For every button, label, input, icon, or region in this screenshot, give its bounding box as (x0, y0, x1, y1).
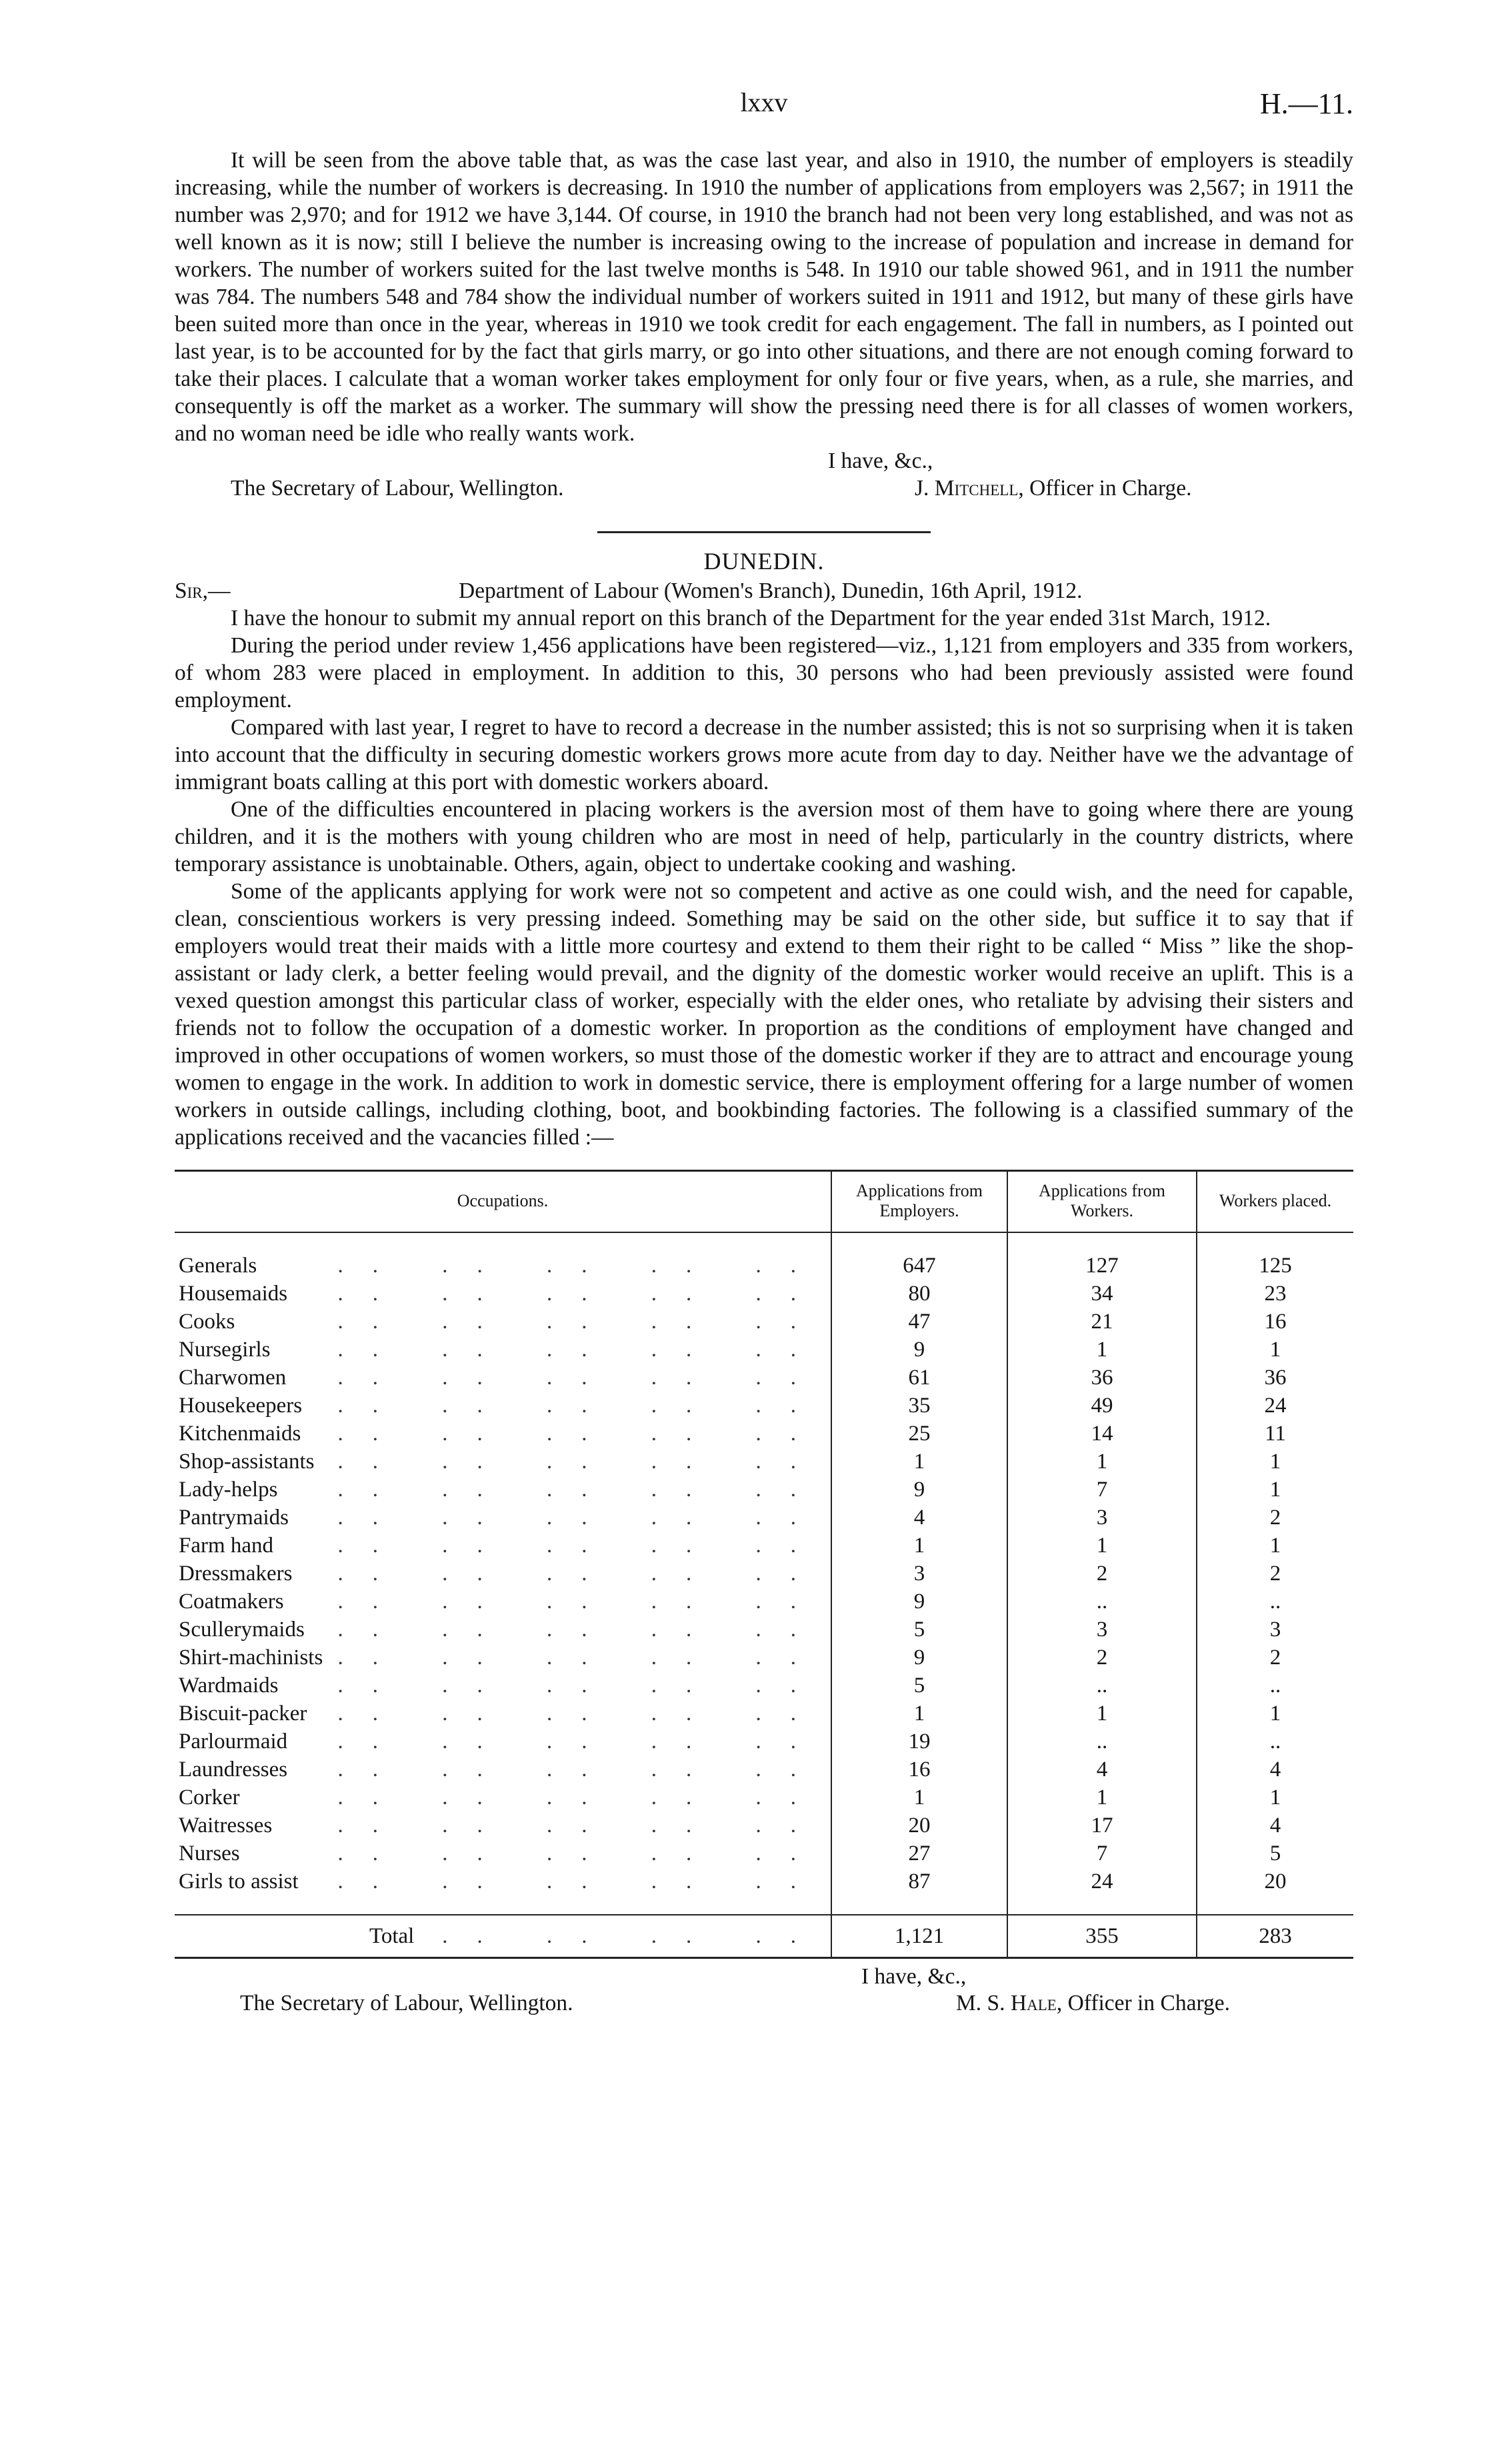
closing-signatory: M. S. Hale, (956, 1991, 1063, 2015)
table-row (175, 1252, 1353, 1280)
employers-cell: 3 (831, 1560, 1007, 1588)
employers-cell: 5 (831, 1672, 1007, 1700)
employers-cell: 1 (831, 1784, 1007, 1812)
dot-leader: .. .. .. .. .. (337, 1366, 825, 1390)
occupation-cell (175, 1420, 831, 1448)
workers-cell: .. (1007, 1588, 1197, 1616)
dot-leader: .. .. .. .. .. (337, 1562, 825, 1586)
dot-leader: .. .. .. .. .. (337, 1506, 825, 1530)
total-label: Total (369, 1924, 415, 1948)
workers-cell: 127 (1007, 1252, 1197, 1280)
occupation-cell (175, 1812, 831, 1840)
header-placed: Workers placed. (1197, 1171, 1353, 1233)
occupation-cell (175, 1532, 831, 1560)
dot-leader: .. .. .. .. .. (337, 1758, 825, 1782)
intro-closing-row (175, 447, 1353, 475)
table-row (175, 1840, 1353, 1867)
workers-cell: 34 (1007, 1280, 1197, 1308)
employers-cell: 9 (831, 1476, 1007, 1504)
occupation-cell (175, 1588, 831, 1616)
placed-cell: 1 (1269, 1702, 1281, 1726)
table-row (175, 1392, 1353, 1420)
employers-cell: 1 (831, 1700, 1007, 1728)
employers-cell: 80 (831, 1280, 1007, 1308)
dot-leader: .. .. .. .. (442, 1924, 825, 1948)
intro-signatory-title: Officer in Charge. (1029, 476, 1192, 501)
occupation-label: Charwomen (179, 1366, 287, 1390)
occupation-label: Housekeepers (179, 1394, 303, 1418)
placed-cell: 24 (1264, 1394, 1287, 1418)
occupation-cell (175, 1784, 831, 1812)
occupation-label: Nursegirls (179, 1338, 271, 1362)
occupation-cell (175, 1616, 831, 1644)
workers-cell: 1 (1007, 1448, 1197, 1476)
table-row (175, 1532, 1353, 1560)
placed-cell: 2 (1269, 1646, 1281, 1670)
closing-signatory-title: Officer in Charge. (1067, 1991, 1230, 2015)
dot-leader: .. .. .. .. .. (337, 1646, 825, 1670)
placed-cell: 125 (1259, 1254, 1292, 1278)
occupation-cell (175, 1728, 831, 1756)
dot-leader: .. .. .. .. .. (337, 1674, 825, 1698)
occupation-label: Laundresses (179, 1758, 288, 1782)
dot-leader: .. .. .. .. .. (337, 1394, 825, 1418)
dot-leader: .. .. .. .. .. (337, 1618, 825, 1642)
placed-cell: 3 (1269, 1618, 1281, 1642)
placed-cell: 16 (1264, 1310, 1287, 1334)
employers-cell: 1 (831, 1532, 1007, 1560)
employers-cell: 61 (831, 1364, 1007, 1392)
page (175, 87, 1353, 2023)
intro-signature (915, 475, 1192, 502)
occupation-label: Wardmaids (179, 1674, 279, 1698)
occupation-cell (175, 1560, 831, 1588)
placed-cell: 20 (1264, 1869, 1287, 1893)
dot-leader: .. .. .. .. .. (337, 1842, 825, 1865)
workers-cell: 2 (1007, 1560, 1197, 1588)
occupation-label: Shirt-machinists (179, 1646, 323, 1670)
occupation-label: Nurses (179, 1842, 240, 1865)
workers-cell: 1 (1007, 1784, 1197, 1812)
workers-cell: 3 (1007, 1616, 1197, 1644)
occupation-cell (175, 1756, 831, 1784)
table-row (175, 1784, 1353, 1812)
workers-cell: 24 (1007, 1867, 1197, 1895)
occupation-label: Kitchenmaids (179, 1422, 301, 1446)
placed-cell: .. (1269, 1590, 1281, 1614)
placed-cell: 11 (1265, 1422, 1286, 1446)
dot-leader: .. .. .. .. .. (337, 1282, 825, 1306)
occupation-label: Cooks (179, 1310, 235, 1334)
report-paragraph: I have the honour to submit my annual report on this branch of the Department for the year ended 31st March, 1912. (231, 606, 1271, 630)
occupation-label: Pantrymaids (179, 1506, 289, 1530)
placed-cell: 4 (1269, 1814, 1281, 1838)
workers-cell: 17 (1007, 1812, 1197, 1840)
table-row (175, 1700, 1353, 1728)
table-row (175, 1448, 1353, 1476)
occupation-cell (175, 1336, 831, 1364)
occupation-label: Girls to assist (179, 1869, 299, 1893)
occupation-label: Corker (179, 1786, 240, 1810)
occupation-cell (175, 1252, 831, 1280)
workers-cell: 7 (1007, 1476, 1197, 1504)
dot-leader: .. .. .. .. .. (337, 1534, 825, 1558)
placed-cell: .. (1269, 1674, 1281, 1698)
table-row (175, 1420, 1353, 1448)
table-row (175, 1588, 1353, 1616)
placed-cell: 5 (1269, 1842, 1281, 1865)
workers-cell: 2 (1007, 1644, 1197, 1672)
dot-leader: .. .. .. .. .. (337, 1254, 825, 1278)
occupation-label: Dressmakers (179, 1562, 293, 1586)
table-row (175, 1672, 1353, 1700)
table-row (175, 1756, 1353, 1784)
occupation-cell (175, 1867, 831, 1895)
closing-block (175, 1963, 1353, 2023)
occupation-label: Scullerymaids (179, 1618, 305, 1642)
dot-leader: .. .. .. .. .. (337, 1786, 825, 1810)
employers-cell: 47 (831, 1308, 1007, 1336)
dot-leader: .. .. .. .. .. (337, 1310, 825, 1334)
workers-cell: 1 (1007, 1700, 1197, 1728)
employers-cell: 87 (831, 1867, 1007, 1895)
occupation-cell (175, 1448, 831, 1476)
occupation-label: Farm hand (179, 1534, 274, 1558)
salutation-row (175, 577, 1353, 605)
page-number: lxxv (740, 87, 788, 117)
header-from-workers: Applications from Workers. (1007, 1171, 1197, 1233)
workers-cell: 1 (1007, 1336, 1197, 1364)
occupation-cell (175, 1840, 831, 1867)
occupation-label: Parlourmaid (179, 1730, 288, 1754)
closing-signature (956, 1989, 1230, 2017)
section-divider (597, 531, 931, 533)
occupation-cell (175, 1308, 831, 1336)
placed-cell: 1 (1269, 1450, 1281, 1474)
occupation-label: Shop-assistants (179, 1450, 315, 1474)
occupation-label: Coatmakers (179, 1590, 284, 1614)
header-from-employers: Applications from Employers. (831, 1171, 1007, 1233)
occupation-label: Waitresses (179, 1814, 273, 1838)
employers-cell: 35 (831, 1392, 1007, 1420)
workers-cell: 7 (1007, 1840, 1197, 1867)
table-spacer (175, 1232, 1353, 1252)
occupations-table (175, 1170, 1353, 1959)
intro-signature-row (175, 475, 1353, 502)
occupation-cell (175, 1280, 831, 1308)
page-header (175, 87, 1353, 127)
occupation-label: Lady-helps (179, 1478, 278, 1502)
employers-cell: 5 (831, 1616, 1007, 1644)
employers-cell: 9 (831, 1588, 1007, 1616)
placed-cell: 1 (1269, 1478, 1281, 1502)
intro-paragraph: It will be seen from the above table that, as was the case last year, and also in 1910, the number of employers is steadily increasing, while the number of workers is decreasing. In 1910 the number of applications from employers was 2,567; in 1911 the number was 2,970; and for 1912 we have 3,144. Of course, in 1910 the branch had not been very long established, and was not as well known as it is now; still I believe the number is increasing owing to the increase of population and increase in demand for workers. The number of workers suited for the last twelve months is 548. In 1910 our table showed 961, and in 1911 the number was 784. The numbers 548 and 784 show the individual number of workers suited in 1911 and 1912, but many of these girls have been suited more than once in the year, whereas in 1910 we took credit for each engagement. The fall in numbers, as I pointed out last year, is to be accounted for by the fact that girls marry, or go into other situations, and there are not enough coming forward to take their places. I calculate that a woman worker takes employment for only four or five years, when, as a rule, she marries, and consequently is off the market as a worker. The summary will show the pressing need there is for all classes of women workers, and no woman need be idle who really wants work. (175, 148, 1353, 446)
dot-leader: .. .. .. .. .. (337, 1869, 825, 1893)
occupation-cell (175, 1504, 831, 1532)
total-placed: 283 (1197, 1915, 1353, 1958)
intro-addressee: The Secretary of Labour, Wellington. (231, 476, 564, 501)
workers-cell: 1 (1007, 1532, 1197, 1560)
occupation-label: Housemaids (179, 1282, 288, 1306)
total-label-cell (175, 1915, 831, 1958)
employers-cell: 25 (831, 1420, 1007, 1448)
dot-leader: .. .. .. .. .. (337, 1422, 825, 1446)
employers-cell: 27 (831, 1840, 1007, 1867)
workers-cell: 4 (1007, 1756, 1197, 1784)
dot-leader: .. .. .. .. .. (337, 1702, 825, 1726)
table-row (175, 1308, 1353, 1336)
table-row (175, 1560, 1353, 1588)
table-header-row (175, 1171, 1353, 1233)
employers-cell: 16 (831, 1756, 1007, 1784)
occupation-cell (175, 1476, 831, 1504)
intro-closing: I have, &c., (828, 449, 933, 473)
workers-cell: 21 (1007, 1308, 1197, 1336)
employers-cell: 1 (831, 1448, 1007, 1476)
table-row (175, 1476, 1353, 1504)
occupation-label: Biscuit-packer (179, 1702, 307, 1726)
placed-cell: 1 (1269, 1786, 1281, 1810)
report-paragraph: During the period under review 1,456 applications have been registered—viz., 1,121 from employers and 335 from workers, of whom 283 were placed in employment. In addition to this, 30 persons who had been previously assisted were found employment. (175, 633, 1353, 712)
employers-cell: 20 (831, 1812, 1007, 1840)
dot-leader: .. .. .. .. .. (337, 1590, 825, 1614)
table-row (175, 1812, 1353, 1840)
table-row (175, 1364, 1353, 1392)
total-workers: 355 (1007, 1915, 1197, 1958)
occupation-cell (175, 1644, 831, 1672)
employers-cell: 647 (831, 1252, 1007, 1280)
placed-cell: 2 (1269, 1562, 1281, 1586)
occupation-cell (175, 1364, 831, 1392)
employers-cell: 9 (831, 1336, 1007, 1364)
section-title: DUNEDIN. (703, 548, 825, 575)
table-row (175, 1867, 1353, 1895)
occupation-label: Generals (179, 1254, 257, 1278)
salutation: Sir,— (175, 579, 231, 603)
placed-cell: 36 (1264, 1366, 1287, 1390)
table-row (175, 1336, 1353, 1364)
employers-cell: 9 (831, 1644, 1007, 1672)
dot-leader: .. .. .. .. .. (337, 1814, 825, 1838)
dot-leader: .. .. .. .. .. (337, 1338, 825, 1362)
workers-cell: .. (1007, 1672, 1197, 1700)
dot-leader: .. .. .. .. .. (337, 1730, 825, 1754)
employers-cell: 4 (831, 1504, 1007, 1532)
table-spacer (175, 1895, 1353, 1915)
workers-cell: .. (1007, 1728, 1197, 1756)
occupation-cell (175, 1700, 831, 1728)
occupation-cell (175, 1672, 831, 1700)
placed-cell: 1 (1269, 1534, 1281, 1558)
table-row (175, 1728, 1353, 1756)
employers-cell: 19 (831, 1728, 1007, 1756)
table-row (175, 1280, 1353, 1308)
workers-cell: 49 (1007, 1392, 1197, 1420)
report-paragraph: Some of the applicants applying for work were not so competent and active as one could wish, and the need for capable, clean, conscientious workers is very pressing indeed. Something may be said on the other side, but suffice it to say that if employers would treat their maids with a little more courtesy and extend to them their right to be called “ Miss ” like the shop-assistant or lady clerk, a better feeling would prevail, and the dignity of the domestic worker would receive an uplift. This is a vexed question amongst this particular class of worker, especially with the elder ones, who retaliate by advising their sisters and friends not to follow the occupation of a domestic worker. In proportion as the conditions of employment have changed and improved in other occupations of women workers, so must those of the domestic worker if they are to attract and encourage young women to engage in the work. In addition to work in domestic service, there is employment offering for a large number of women workers in outside callings, including clothing, boot, and bookbinding factories. The following is a classified summary of the applications received and the vacancies filled :— (175, 879, 1353, 1150)
dot-leader: .. .. .. .. .. (337, 1450, 825, 1474)
closing-addressee: The Secretary of Labour, Wellington. (240, 1991, 573, 2015)
document-reference: H.—11. (1259, 87, 1353, 120)
dateline: Department of Labour (Women's Branch), Dunedin, 16th April, 1912. (459, 579, 1083, 603)
dot-leader: .. .. .. .. .. (337, 1478, 825, 1502)
workers-cell: 14 (1007, 1420, 1197, 1448)
placed-cell: 2 (1269, 1506, 1281, 1530)
placed-cell: 4 (1269, 1758, 1281, 1782)
closing-valediction: I have, &c., (861, 1964, 967, 1989)
placed-cell: .. (1269, 1730, 1281, 1754)
workers-cell: 3 (1007, 1504, 1197, 1532)
total-employers: 1,121 (831, 1915, 1007, 1958)
table-body (175, 1232, 1353, 1958)
report-paragraph: One of the difficulties encountered in placing workers is the aversion most of them have to going where there are young children, and it is the mothers with young children who are most in need of help, particularly in the country districts, where temporary assistance is unobtainable. Others, again, object to undertake cooking and washing. (175, 797, 1353, 876)
total-row (175, 1915, 1353, 1958)
table-row (175, 1644, 1353, 1672)
placed-cell: 23 (1264, 1282, 1287, 1306)
intro-signatory: J. Mitchell, (915, 476, 1024, 501)
occupation-cell (175, 1392, 831, 1420)
table-row (175, 1504, 1353, 1532)
header-occupations: Occupations. (175, 1171, 831, 1233)
report-paragraph: Compared with last year, I regret to have to record a decrease in the number assisted; this is not so surprising when it is taken into account that the difficulty in securing domestic workers grows more acute from day to day. Neither have we the advantage of immigrant boats calling at this port with domestic workers aboard. (175, 715, 1353, 794)
placed-cell: 1 (1269, 1338, 1281, 1362)
workers-cell: 36 (1007, 1364, 1197, 1392)
table-row (175, 1616, 1353, 1644)
